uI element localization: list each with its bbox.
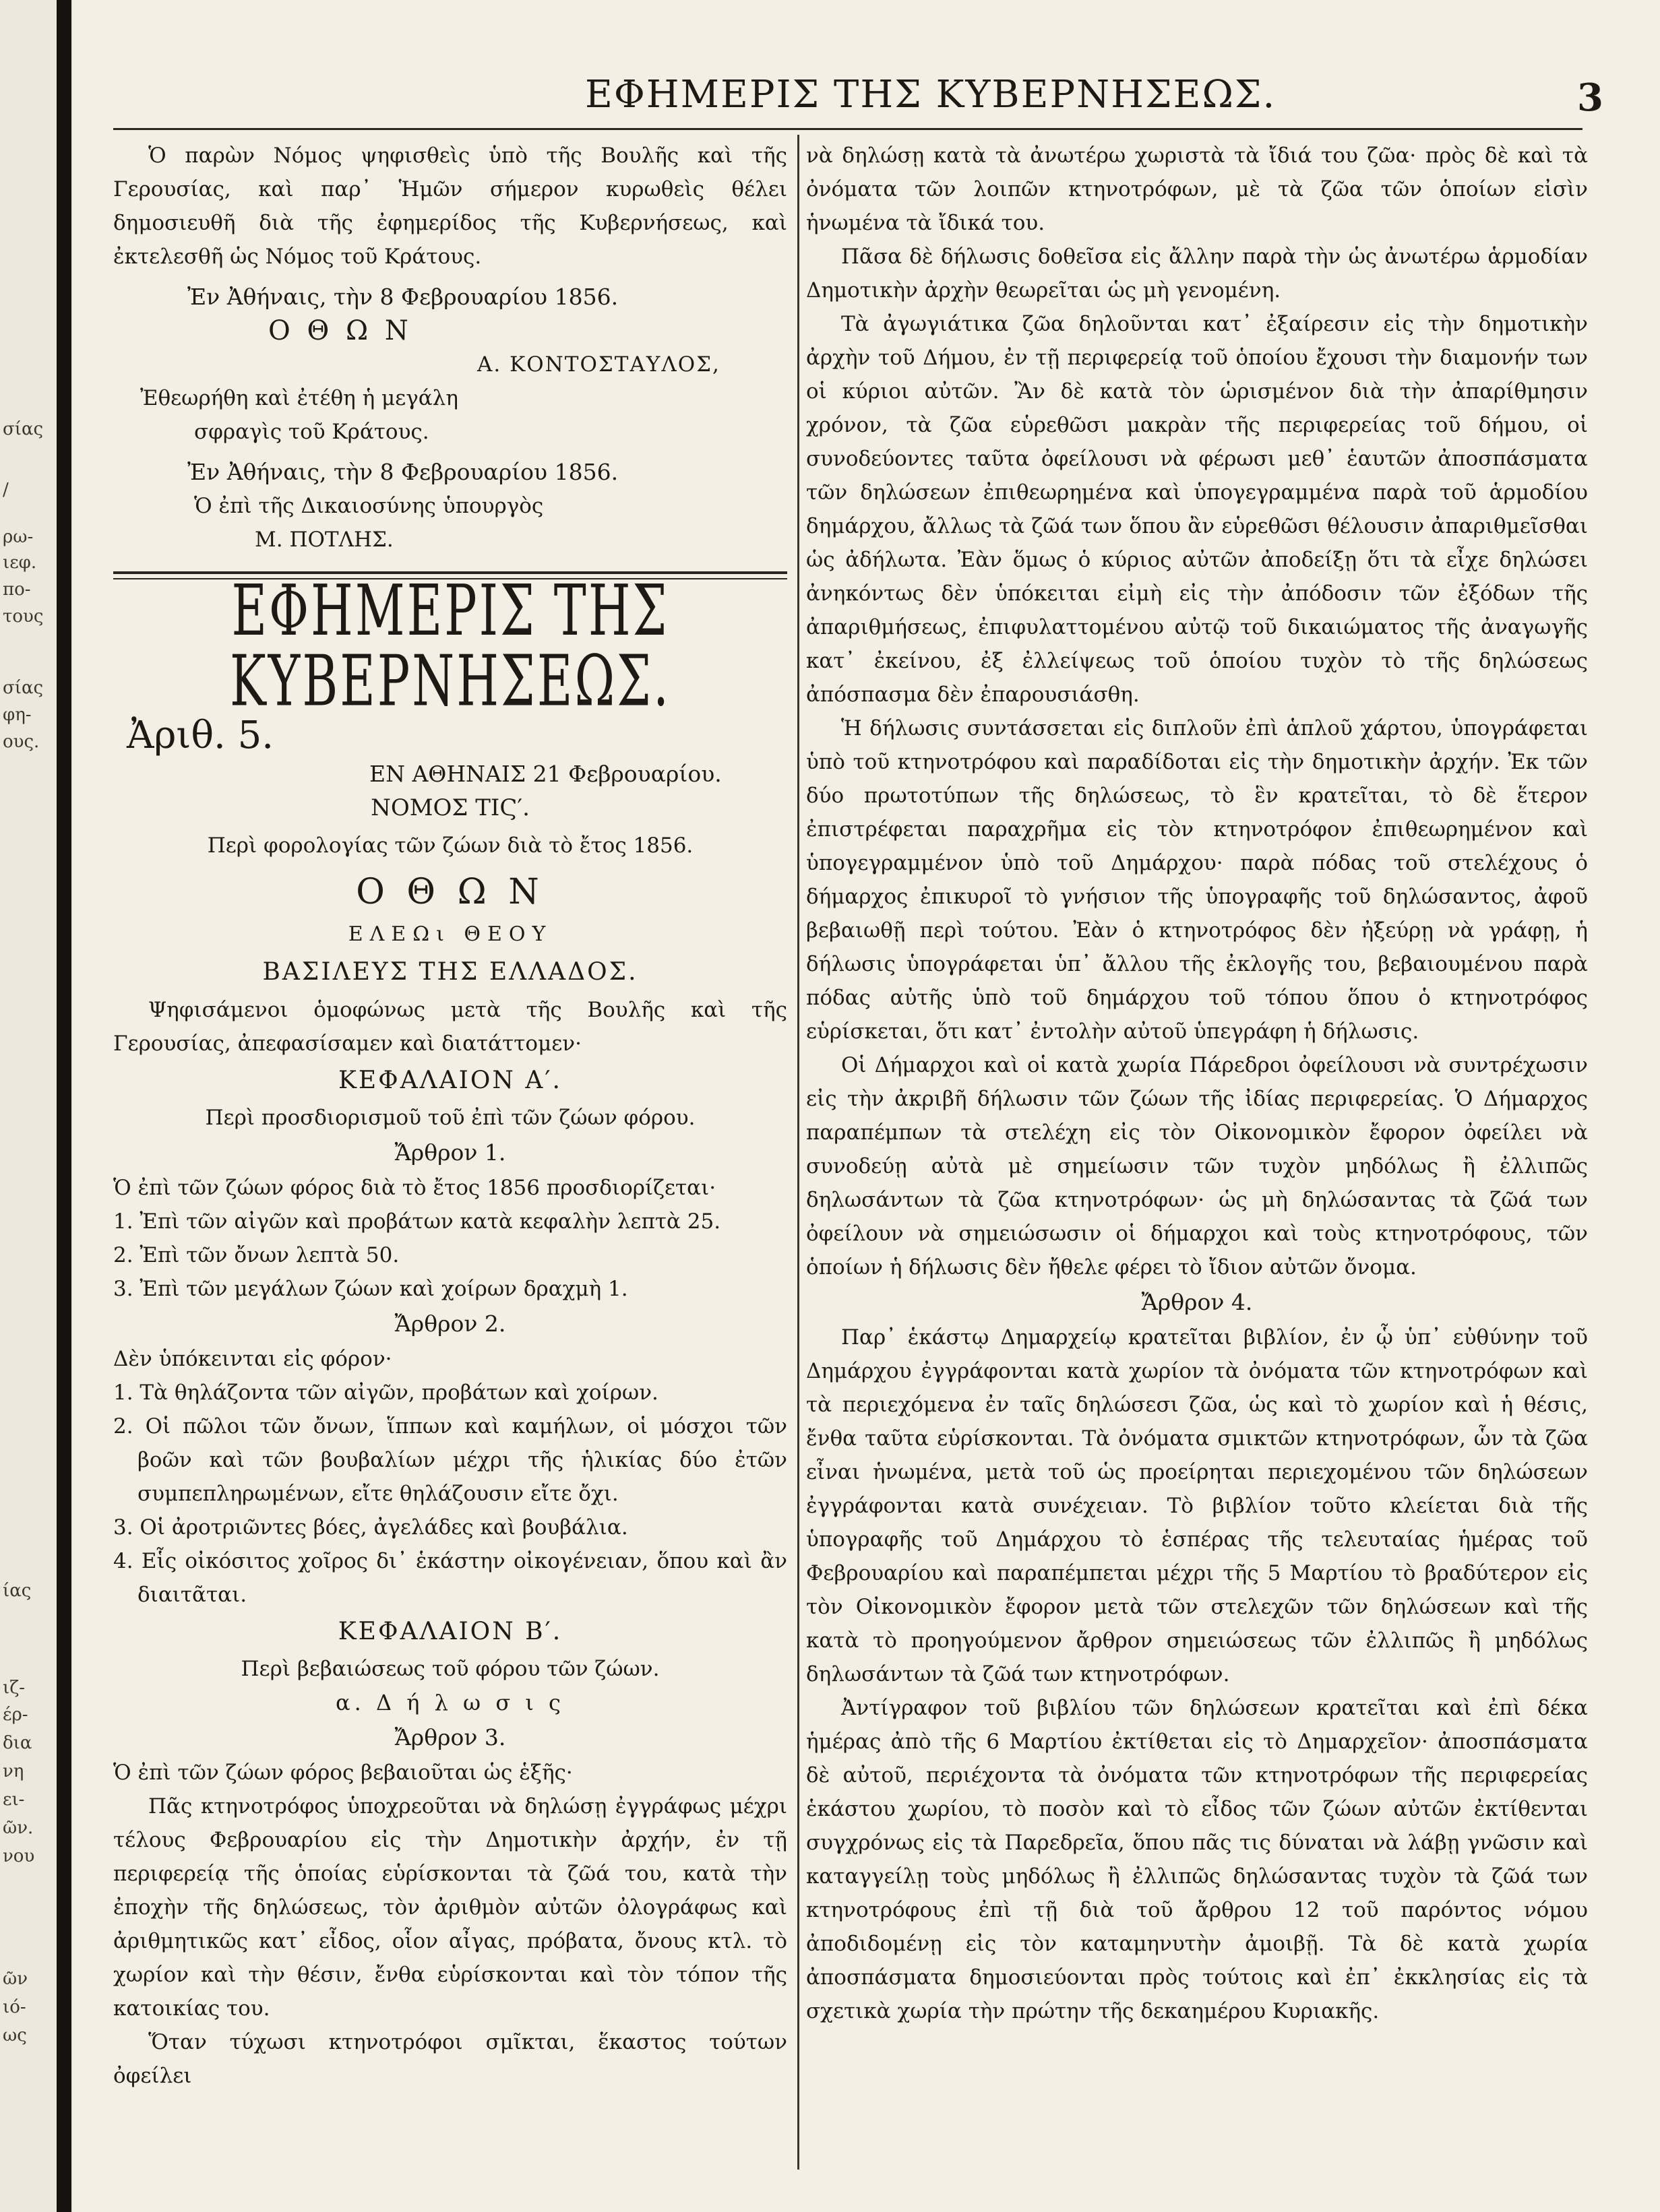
page-number: 3 [1577, 75, 1603, 120]
chapter-b-title: Περὶ βεβαιώσεως τοῦ φόρου τῶν ζώων. [241, 1657, 660, 1681]
gutter-fragment: έρ- [3, 1705, 28, 1725]
by-grace-of-god: ΕΛΕΩι ΘΕΟΥ [348, 922, 553, 946]
adjacent-page-margin [0, 0, 73, 2212]
chapter-a-title: Περὶ προσδιορισμοῦ τοῦ ἐπὶ τῶν ζώων φόρου. [205, 1106, 696, 1130]
article-2-item: 4. Εἷς οἰκόσιτος χοῖρος δι᾽ ἑκάστην οἰκογένειαν, ὅπου καὶ ἂν διαιτᾶται. [113, 1549, 787, 1607]
king-name: Ο Θ Ω Ν [356, 872, 545, 912]
promulgation-date: Ἐν Ἀθήναις, τὴν 8 Φεβρουαρίου 1856. [187, 284, 619, 310]
law-number: ΝΟΜΟΣ ΤΙϚ′. [371, 794, 530, 821]
minister-signature: Α. ΚΟΝΤΟΣΤΑΥΛΟΣ, [477, 352, 720, 377]
continuation-paragraph: νὰ δηλώσῃ κατὰ τὰ ἀνωτέρω χωριστὰ τὰ ἴδιά του ζῶα· πρὸς δὲ καὶ τὰ ὀνόματα τῶν λοιπῶν κτηνοτρόφων, μὲ τὰ ζῶα τῶν ὁποίων εἰσὶν ἡνωμένα τὰ ἴδικά του. [806, 144, 1588, 235]
article-3-intro: Ὁ ἐπὶ τῶν ζώων φόρος βεβαιοῦται ὡς ἑξῆς· [113, 1761, 573, 1785]
gutter-fragment: νη [3, 1761, 24, 1781]
gutter-fragment: σίας [3, 678, 44, 698]
page-binding-edge [57, 0, 71, 2212]
article-2-intro: Δὲν ὑπόκεινται εἰς φόρον· [113, 1347, 392, 1371]
seal-note-line-2: σφραγὶς τοῦ Κράτους. [194, 420, 429, 444]
newspaper-page [73, 0, 1660, 2212]
realm-title: ΒΑΣΙΛΕΥΣ ΤΗΣ ΕΛΛΑΔΟΣ. [262, 958, 638, 986]
chapter-a-heading: ΚΕΦΑΛΑΙΟΝ Α′. [338, 1067, 562, 1094]
gutter-fragment: ίας [3, 1581, 32, 1601]
header-rule [113, 128, 1582, 130]
minister-name: Μ. ΠΟΤΛΗΣ. [255, 528, 394, 552]
gutter-fragment: ους. [3, 732, 40, 752]
masthead: ΕΦΗΜΕΡΙΣ ΤΗΣ ΚΥΒΕΡΝΗΣΕΩΣ. [230, 569, 671, 722]
article-2-item: 2. Οἱ πῶλοι τῶν ὄνων, ἵππων καὶ καμήλων, οἱ μόσχοι τῶν βοῶν καὶ τῶν βουβαλίων μέχρι τῆς ἡλικίας δύο ἐτῶν συμπεπληρωμένων, εἴτε θηλάζουσιν εἴτε ὄχι. [113, 1414, 787, 1506]
gutter-fragment: ρω- [3, 527, 34, 547]
gutter-fragment: ως [3, 2025, 27, 2046]
paragraph: Παρ᾽ ἑκάστῳ Δημαρχείῳ κρατεῖται βιβλίον, ἐν ᾧ ὑπ᾽ εὐθύνην τοῦ Δημάρχου ἐγγράφονται κατὰ χωρίον τὰ ὀνόματα τῶν κτηνοτρόφων καὶ τὰ περιεχόμενα ἐν ταῖς δηλώσεσι ζῶα, ὡς καὶ τὸ χωρίον καὶ ἡ θέσις, ἔνθα ταῦτα εὑρίσκονται. Τὰ ὀνόματα σμικτῶν κτηνοτρόφων, ὧν τὰ ζῶα εἶναι ἡνωμένα, μετὰ τοῦ ὡς προείρηται περιεχομένου τῶν δηλώσεων ἐγγράφονται κατὰ συνέχειαν. Τὸ βιβλίον τοῦτο κλείεται διὰ τῆς ὑπογραφῆς τοῦ Δημάρχου τὸ ἑσπέρας τῆς τελευταίας ἡμέρας τοῦ Φεβρουαρίου καὶ παραπέμπεται μέχρι τῆς 5 Μαρτίου τὸ βραδύτερον εἰς τὸν Οἰκονομικὸν ἔφορον μετὰ τῶν στελεχῶν τῶν δηλώσεων καὶ τῆς κατὰ τὸ προηγούμενον ἄρθρον σημειώσεως τῶν ἐλλιπῶς ἢ μηδόλως δηλωσάντων τὰ ζῶά των κτηνοτρόφων. [806, 1325, 1588, 1686]
column-divider [797, 135, 799, 2170]
gutter-fragment: νου [3, 1846, 35, 1866]
gutter-fragment: / [3, 480, 9, 500]
chapter-b-heading: ΚΕΦΑΛΑΙΟΝ Β′. [338, 1618, 563, 1645]
issue-number: Ἀριθ. 5. [127, 714, 274, 757]
gutter-fragment: δια [3, 1733, 32, 1753]
gutter-fragment: τους [3, 606, 44, 627]
gutter-fragment: ιό- [3, 1997, 26, 2017]
right-column [806, 139, 1588, 2028]
paragraph: Ἡ δήλωσις συντάσσεται εἰς διπλοῦν ἐπὶ ἁπλοῦ χάρτου, ὑπογράφεται ὑπὸ τοῦ κτηνοτρόφου καὶ παραδίδοται εἰς τὴν δημοτικὴν ἀρχήν. Ἐκ τῶν δύο πρωτοτύπων τῆς δηλώσεως, τὸ ἓν κρατεῖται, τὸ δὲ ἕτερον ἐπιστρέφεται παραχρῆμα εἰς τὸν κτηνοτρόφον ἐπιθεωρημένον καὶ ὑπογεγραμμένον ὑπὸ τοῦ Δημάρχου· παρὰ πόδας τοῦ στελέχους ὁ δήμαρχος ἐπικυροῖ τὸ γνήσιον τῆς ὑπογραφῆς τοῦ δηλώσαντος, ἀφοῦ βεβαιωθῇ περὶ τούτου. Ἐὰν ὁ κτηνοτρόφος δὲν ἠξεύρῃ νὰ γράφῃ, ἡ δήλωσις ὑπογράφεται ὑπ᾽ ἄλλου τῆς ἐκλογῆς του, βεβαιουμένου παρὰ πόδας αὐτῆς ὑπὸ τοῦ δημάρχου τοῦ τόπου ὅπου ὁ κτηνοτρόφος εὑρίσκεται, ὅτι κατ᾽ ἐντολὴν αὐτοῦ ὑπεγράφη ἡ δήλωσις. [806, 716, 1588, 1044]
article-1-item: 2. Ἐπὶ τῶν ὄνων λεπτὰ 50. [113, 1243, 400, 1267]
issue-date: ΕΝ ΑΘΗΝΑΙΣ 21 Φεβρουαρίου. [369, 761, 722, 787]
article-1-heading: Ἄρθρον 1. [394, 1139, 506, 1166]
gutter-fragment: ῶν. [3, 1818, 34, 1838]
seal-note-line-1: Ἐθεωρήθη καὶ ἐτέθη ἡ μεγάλη [140, 386, 458, 410]
running-header-title: ΕΦΗΜΕΡΙΣ ΤΗΣ ΚΥΒΕΡΝΗΣΕΩΣ. [585, 73, 1277, 117]
article-1-item: 3. Ἐπὶ τῶν μεγάλων ζώων καὶ χοίρων δραχμὴ 1. [113, 1277, 628, 1301]
left-column [113, 139, 787, 2093]
article-3-heading: Ἄρθρον 3. [394, 1724, 506, 1750]
minister-title: Ὁ ἐπὶ τῆς Δικαιοσύνης ὑπουργὸς [194, 494, 544, 518]
article-1-intro: Ὁ ἐπὶ τῶν ζώων φόρος διὰ τὸ ἔτος 1856 προσδιορίζεται· [113, 1176, 716, 1200]
gutter-fragment: ει- [3, 1790, 25, 1810]
gutter-fragment: ῶν [3, 1969, 28, 1989]
paragraph: Πᾶσα δὲ δήλωσις δοθεῖσα εἰς ἄλλην παρὰ τὴν ὡς ἀνωτέρω ἁρμοδίαν Δημοτικὴν ἀρχὴν θεωρεῖται ὡς μὴ γενομένη. [806, 245, 1588, 303]
article-2-item: 3. Οἱ ἀροτριῶντες βόες, ἀγελάδες καὶ βουβάλια. [113, 1515, 628, 1540]
promulgation-clause: Ὁ παρὼν Νόμος ψηφισθεὶς ὑπὸ τῆς Βουλῆς καὶ τῆς Γερουσίας, καὶ παρ᾽ Ἡμῶν σήμερον κυρωθεὶς θέλει δημοσιευθῆ διὰ τῆς ἐφημερίδος τῆς Κυβερνήσεως, καὶ ἐκτελεσθῆ ὡς Νόμος τοῦ Κράτους. [113, 144, 787, 269]
seal-date: Ἐν Ἀθήναις, τὴν 8 Φεβρουαρίου 1856. [187, 459, 619, 485]
paragraph: Ἀντίγραφον τοῦ βιβλίου τῶν δηλώσεων κρατεῖται καὶ ἐπὶ δέκα ἡμέρας ἀπὸ τῆς 6 Μαρτίου ἐκτίθεται εἰς τὸ Δημαρχεῖον· ἀποσπάσματα δὲ αὐτοῦ, περιέχοντα τὰ ὀνόματα τῶν κτηνοτρόφων τῆς περιφερείας ἑκάστου χωρίου, τὸ ποσὸν καὶ τὸ εἶδος τῶν ζώων αὐτῶν ἐκτίθενται συγχρόνως εἰς τὰ Παρεδρεῖα, ὅπου πᾶς τις δύναται νὰ λάβῃ γνῶσιν καὶ καταγγείλῃ τοὺς μηδόλως ἢ ἐλλιπῶς δηλώσαντας τυχὸν τὰ ζῶά των κτηνοτρόφους ἐπὶ τῇ διὰ τοῦ ἄρθρου 12 τοῦ παρόντος νόμου ἀποδιδομένῃ εἰς τὸν καταμηνυτὴν ἀμοιβῇ. Τὰ δὲ κατὰ χωρία ἀποσπάσματα δημοσιεύονται πρὸς τούτοις καὶ ἐπ᾽ ἐκκλησίας εἰς τὰ σχετικὰ χωρία τὴν πρώτην τῆς δεκαημέρου Κυριακῆς. [806, 1696, 1588, 2023]
gutter-fragment: ιεφ. [3, 552, 37, 573]
article-2-heading: Ἄρθρον 2. [394, 1310, 506, 1337]
king-signature: Ο Θ Ω Ν [268, 315, 412, 346]
preamble: Ψηφισάμενοι ὁμοφώνως μετὰ τῆς Βουλῆς καὶ τῆς Γερουσίας, ἀπεφασίσαμεν καὶ διατάττομεν· [113, 998, 787, 1056]
paragraph: Οἱ Δήμαρχοι καὶ οἱ κατὰ χωρία Πάρεδροι ὀφείλουσι νὰ συντρέχωσιν εἰς τὴν ἀκριβῆ δήλωσιν τῶν ζώων τῆς ἰδίας περιφερείας. Ὁ Δήμαρχος παραπέμπων τὰ στελέχη εἰς τὸν Οἰκονομικὸν ἔφορον ὀφείλει νὰ συνοδεύῃ αὐτὰ μὲ σημείωσιν τῶν τυχὸν μηδόλως ἢ ἐλλιπῶς δηλωσάντων τὰ ζῶα κτηνοτρόφων· ὡς μὴ δηλώσαντας τὰ ζῶά των ὀφείλουν νὰ σημειώσωσιν οἱ δήμαρχοι καὶ τοὺς κτηνοτρόφους, τῶν ὁποίων ἡ δήλωσις δὲν ἤθελε φέρει τὸ ἴδιον αὐτῶν ὄνομα. [806, 1053, 1588, 1279]
gutter-fragment: φη- [3, 705, 32, 725]
gutter-fragment: ιζ- [3, 1678, 26, 1698]
article-1-item: 1. Ἐπὶ τῶν αἰγῶν καὶ προβάτων κατὰ κεφαλὴν λεπτὰ 25. [113, 1209, 721, 1234]
paragraph: Τὰ ἀγωγιάτικα ζῶα δηλοῦνται κατ᾽ ἐξαίρεσιν εἰς τὴν δημοτικὴν ἀρχὴν τοῦ Δήμου, ἐν τῇ περιφερείᾳ τοῦ ὁποίου ἔχουσι τὴν διαμονήν των οἱ κύριοι αὐτῶν. Ἂν δὲ κατὰ τὸν ὡρισμένον διὰ τὴν ἀπαρίθμησιν χρόνον, τὰ ζῶα εὑρεθῶσι μακρὰν τῆς περιφερείας τοῦ δήμου, οἱ συνοδεύοντες ταῦτα ὀφείλουσι νὰ φέρωσι μεθ᾽ ἑαυτῶν ἀποσπάσματα τῶν δηλώσεων ἐπιθεωρημένα καὶ ὑπογεγραμμένα παρὰ τοῦ ἁρμοδίου δημάρχου, ἄλλως τὰ ζῶά των ὅπου ἂν εὑρεθῶσι θέλουσιν ἀπαριθμεῖσθαι ὡς ἀδήλωτα. Ἐὰν ὅμως ὁ κύριος αὐτῶν ἀποδείξῃ ὅτι τὰ εἶχε δηλώσει ἀνηκόντως δὲν ὑπόκειται εἰμὴ εἰς τὴν ἀπόδοσιν τῶν ἐξόδων τῆς ἀπαριθμήσεως, ἐπιφυλαττομένου αὐτῷ τοῦ δικαιώματος τῆς ἀναγωγῆς κατ᾽ ἐκείνου, ἐξ ἐλλείψεως τοῦ ὁποίου τυχὸν τὸ τῆς δηλώσεως ἀπόσπασμα δὲν ἐπαρουσιάσθη. [806, 312, 1588, 707]
gutter-fragment: σίας [3, 419, 44, 439]
article-3-text: Πᾶς κτηνοτρόφος ὑποχρεοῦται νὰ δηλώσῃ ἐγγράφως μέχρι τέλους Φεβρουαρίου εἰς τὴν Δημοτικὴν ἀρχήν, ἐν τῇ περιφερείᾳ τῆς ὁποίας εὑρίσκονται τὰ ζῶά του, κατὰ τὴν ἐποχὴν τῆς δηλώσεως, τὸν ἀριθμὸν αὐτῶν ὀλογράφως καὶ ἀριθμητικῶς κατ᾽ εἶδος, οἷον αἶγας, πρόβατα, ὄνους κτλ. τὸ χωρίον καὶ τὴν θέσιν, ἔνθα εὑρίσκονται καὶ τὸν τόπον τῆς κατοικίας του. [113, 1794, 787, 2021]
section-a-heading: α. Δ ή λ ω σ ι ς [336, 1690, 565, 1715]
article-2-item: 1. Τὰ θηλάζοντα τῶν αἰγῶν, προβάτων καὶ χοίρων. [113, 1381, 658, 1405]
article-4-heading: Ἄρθρον 4. [1141, 1289, 1253, 1315]
law-subject: Περὶ φορολογίας τῶν ζώων διὰ τὸ ἔτος 1856. [207, 833, 694, 858]
gutter-fragment: πο- [3, 579, 31, 600]
article-3-text-continued: Ὅταν τύχωσι κτηνοτρόφοι σμῖκται, ἕκαστος τούτων ὀφείλει [113, 2030, 787, 2088]
